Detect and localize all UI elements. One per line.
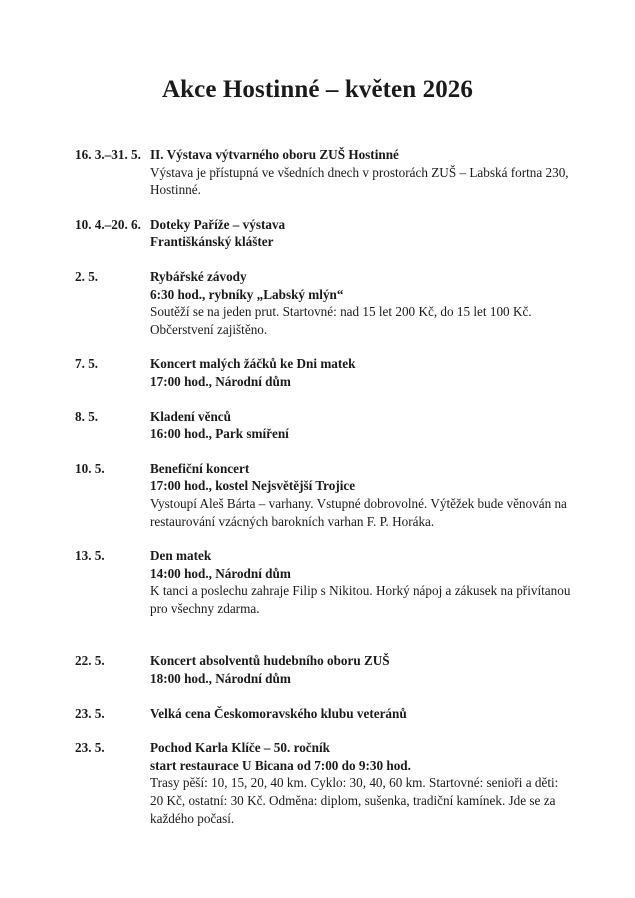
event-description-line: Hostinné. [150, 182, 201, 198]
event-place: 6:30 hod., rybníky „Labský mlýn“ [150, 286, 344, 302]
event-description-line: restaurování vzácných barokních varhan F. P. Horáka. [150, 513, 435, 529]
event-item [75, 705, 575, 723]
event-item [75, 460, 575, 530]
event-name: Den matek [150, 548, 212, 564]
event-item [75, 216, 575, 251]
event-place: Františkánský klášter [150, 234, 274, 250]
event-description-line: Trasy pěší: 10, 15, 20, 40 km. Cyklo: 30, 40, 60 km. Startovné: senioři a děti: [150, 775, 559, 791]
event-place: 17:00 hod., Národní dům [150, 373, 291, 389]
event-place: 18:00 hod., Národní dům [150, 671, 291, 687]
page-title: Akce Hostinné – květen 2026 [161, 76, 474, 103]
event-name: Velká cena Českomoravského klubu veteránů [150, 705, 407, 721]
event-item [75, 355, 575, 390]
event-date: 23. 5. [75, 705, 105, 721]
event-place: start restaurace U Bicana od 7:00 do 9:30 hod. [150, 757, 411, 773]
event-date: 8. 5. [75, 408, 99, 424]
event-name: Kladení věnců [150, 408, 231, 424]
event-date: 2. 5. [75, 268, 99, 284]
event-item [75, 408, 575, 443]
event-item [75, 547, 575, 617]
event-description-line: K tanci a poslechu zahraje Filip s Nikitou. Horký nápoj a zákusek na přivítanou [150, 583, 571, 599]
event-place: 17:00 hod., kostel Nejsvětější Trojice [150, 478, 356, 494]
event-description-line: Občerstvení zajištěno. [150, 321, 268, 337]
event-date: 23. 5. [75, 740, 105, 756]
event-date: 10. 5. [75, 460, 105, 476]
event-place: 14:00 hod., Národní dům [150, 565, 291, 581]
event-description-line: Soutěží se na jeden prut. Startovné: nad 15 let 200 Kč, do 15 let 100 Kč. [150, 304, 532, 320]
event-name: Doteky Paříže – výstava [150, 216, 286, 232]
event-description-line: Vystoupí Aleš Bárta – varhany. Vstupné dobrovolné. Výtěžek bude věnován na [150, 495, 567, 511]
event-date: 10. 4.–20. 6. [75, 216, 141, 232]
event-date: 22. 5. [75, 653, 105, 669]
event-date: 16. 3.–31. 5. [75, 147, 141, 162]
event-item [75, 146, 575, 199]
event-name: Pochod Karla Klíče – 50. ročník [150, 740, 330, 756]
event-description-line: každého počasí. [150, 810, 235, 826]
event-item [75, 652, 575, 687]
event-date: 13. 5. [75, 548, 105, 564]
event-place: 16:00 hod., Park smíření [150, 426, 289, 442]
event-name: Koncert malých žáčků ke Dni matek [150, 356, 356, 372]
event-name: Koncert absolventů hudebního oboru ZUŠ [150, 653, 390, 669]
event-name: II. Výstava výtvarného oboru ZUŠ Hostinné [150, 147, 399, 162]
event-list [75, 146, 575, 827]
event-description-line: 20 Kč, ostatní: 30 Kč. Odměna: diplom, sušenka, tradiční kamínek. Jde se za [150, 793, 556, 809]
event-description-line: Výstava je přístupná ve všedních dnech v prostorách ZUŠ – Labská fortna 230, [150, 164, 569, 180]
event-date: 7. 5. [75, 356, 99, 372]
event-name: Benefiční koncert [150, 460, 250, 476]
event-name: Rybářské závody [150, 268, 247, 284]
event-item [75, 268, 575, 338]
event-item [75, 739, 575, 827]
event-description-line: pro všechny zdarma. [150, 600, 260, 616]
